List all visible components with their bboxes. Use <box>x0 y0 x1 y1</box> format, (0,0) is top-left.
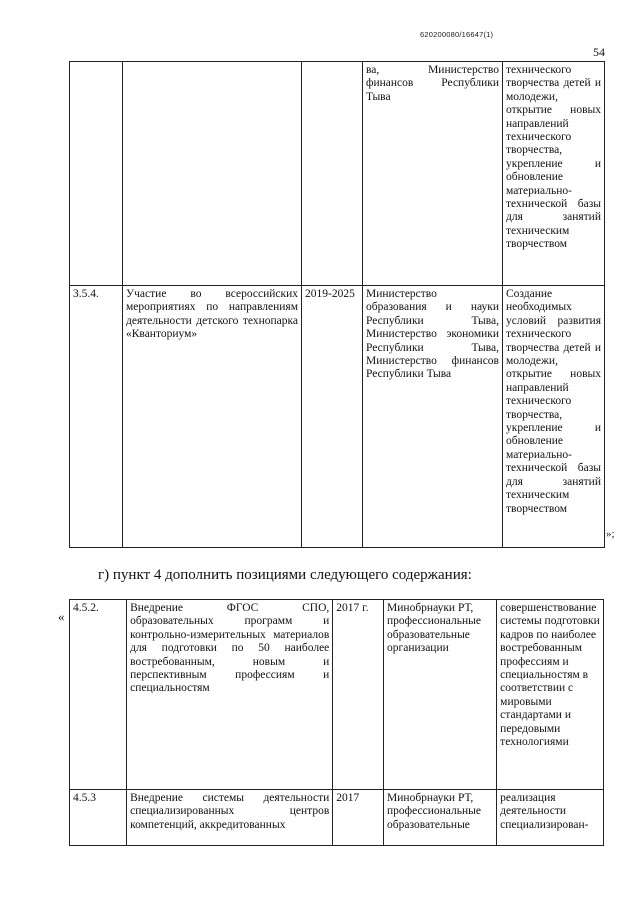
table-row <box>70 286 605 548</box>
closing-quote-mark: »; <box>606 528 615 540</box>
table-row <box>70 600 604 790</box>
cell-number: 4.5.3 <box>70 790 127 846</box>
table-row <box>70 62 605 286</box>
cell-period: 2017 <box>333 790 384 846</box>
cell-result: совершенствование системы подготовки кадров по наиболее востребованным профессиям и специальностям в соответствии с мировыми стандартами и передовыми технологиями <box>497 600 604 790</box>
section-heading: г) пункт 4 дополнить позициями следующего содержания: <box>98 567 472 583</box>
cell-number: 4.5.2. <box>70 600 127 790</box>
cell-executors: Министерство образования и науки Республики Тыва, Министерство экономики Республики Тыва, Министерство финансов Республики Тыва <box>363 286 503 548</box>
cell-result: технического творчества детей и молодежи, открытие новых направлений технического творчества, укрепление и обновление материально-технической базы для занятий техническим творчеством <box>503 62 605 286</box>
plan-table-continued <box>69 61 605 548</box>
cell-activity: Внедрение системы деятельности специализированных центров компетенций, аккредитованных <box>127 790 333 846</box>
page-number: 54 <box>593 45 605 59</box>
cell-executors: ва, Министерство финансов Республики Тыва <box>363 62 503 286</box>
cell-result: реализация деятельности специализирован- <box>497 790 604 846</box>
cell-period: 2019-2025 <box>302 286 363 548</box>
cell-number <box>70 62 123 286</box>
opening-quote-mark: « <box>58 609 65 624</box>
table-row <box>70 790 604 846</box>
cell-period <box>302 62 363 286</box>
cell-number: 3.5.4. <box>70 286 123 548</box>
cell-activity <box>123 62 302 286</box>
cell-executors: Минобрнауки РТ, профессиональные образовательные организации <box>384 600 497 790</box>
plan-table-additions <box>69 599 604 846</box>
cell-activity: Внедрение ФГОС СПО, образовательных программ и контрольно-измерительных материалов для подготовки по 50 наиболее востребованным, новым и перспективным профессиям и специальностям <box>127 600 333 790</box>
cell-period: 2017 г. <box>333 600 384 790</box>
document-id: 620200080/16647(1) <box>420 30 494 39</box>
cell-result: Создание необходимых условий развития технического творчества детей и молодежи, открытие новых направлений технического творчества, укрепление и обновление материально-технической базы для занятий техническим творчеством <box>503 286 605 548</box>
cell-activity: Участие во всероссийских мероприятиях по направлениям деятельности детского технопарка «Кванториум» <box>123 286 302 548</box>
cell-executors: Минобрнауки РТ, профессиональные образовательные <box>384 790 497 846</box>
